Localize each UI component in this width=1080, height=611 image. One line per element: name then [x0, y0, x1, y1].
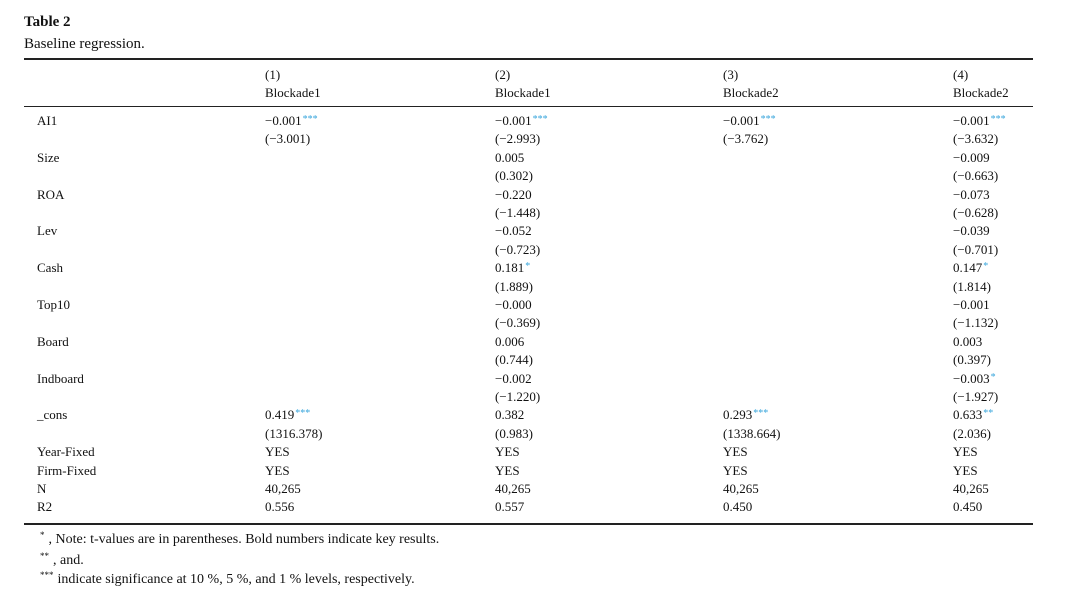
footer-value: YES [495, 444, 520, 460]
t-value: (−1.132) [953, 315, 999, 331]
coefficient-cell [953, 186, 990, 204]
column-number: (4) [953, 67, 969, 82]
t-value: (0.983) [495, 425, 533, 441]
significance-stars: * [990, 371, 996, 383]
coefficient-cell [953, 149, 990, 167]
coefficient-cell [265, 112, 318, 132]
coefficient-cell [953, 370, 996, 390]
significance-stars: * [983, 261, 989, 273]
t-value: (−0.628) [953, 205, 999, 220]
coefficient-cell [495, 222, 532, 240]
coefficient-value: −0.000 [495, 297, 532, 312]
coefficient-cell [495, 406, 524, 424]
t-value: (−0.723) [495, 241, 541, 257]
row-label: Size [37, 149, 60, 165]
footer-value: YES [265, 444, 290, 460]
significance-stars: *** [302, 114, 318, 125]
t-value: (−1.220) [495, 389, 541, 404]
t-value: (2.036) [953, 425, 991, 441]
coefficient-cell [495, 149, 524, 167]
coefficient-value: 0.181 [495, 260, 525, 276]
column-dependent-variable: Blockade1 [265, 85, 321, 101]
t-value: (−0.663) [953, 168, 999, 184]
table-header-rule [24, 106, 1033, 107]
coefficient-value: −0.001 [265, 113, 302, 128]
footer-value: YES [723, 462, 748, 478]
coefficient-cell [495, 296, 532, 314]
coefficient-cell [495, 112, 548, 132]
footer-value: 0.450 [953, 499, 983, 515]
coefficient-cell [953, 222, 990, 240]
note-mark: ** [40, 551, 49, 561]
t-value: (−3.762) [723, 131, 769, 147]
coefficient-value: −0.220 [495, 186, 532, 202]
coefficient-cell [495, 186, 532, 204]
coefficient-cell [495, 333, 524, 351]
column-dependent-variable: Blockade2 [723, 85, 779, 101]
t-value: (−3.632) [953, 131, 999, 147]
significance-stars: ** [983, 408, 994, 420]
t-value: (1.889) [495, 278, 533, 294]
note-line [40, 553, 84, 569]
note-text: , Note: t-values are in parentheses. Bold numbers indicate key results. [48, 532, 440, 547]
t-value: (1316.378) [265, 425, 323, 441]
column-number: (2) [495, 67, 511, 82]
t-value: (−0.701) [953, 241, 999, 257]
footer-value: 0.556 [265, 499, 295, 515]
footer-value: YES [265, 462, 290, 478]
note-mark: * [40, 530, 45, 540]
coefficient-value: −0.002 [495, 370, 532, 386]
coefficient-value: −0.001 [723, 113, 760, 128]
table-bottom-rule [24, 523, 1033, 525]
table-caption-subtitle: Baseline regression. [24, 36, 145, 52]
note-line [40, 572, 415, 588]
t-value: (−2.993) [495, 131, 541, 147]
row-label: Lev [37, 223, 58, 239]
row-label: Board [37, 333, 69, 349]
coefficient-value: −0.003 [953, 370, 990, 386]
coefficient-value: 0.006 [495, 333, 525, 349]
coefficient-value: −0.009 [953, 149, 990, 165]
t-value: (−3.001) [265, 131, 311, 147]
column-dependent-variable: Blockade1 [495, 85, 551, 101]
row-label: Year-Fixed [37, 444, 95, 460]
coefficient-cell [723, 406, 768, 426]
note-text: , and. [53, 553, 84, 568]
significance-stars: *** [295, 408, 311, 420]
coefficient-value: −0.052 [495, 223, 532, 239]
footer-value: YES [953, 462, 978, 478]
column-number: (1) [265, 67, 281, 82]
significance-stars: * [525, 261, 531, 273]
row-label: ROA [37, 186, 65, 202]
coefficient-value: 0.003 [953, 333, 983, 349]
note-line [40, 532, 439, 548]
coefficient-value: 0.633 [953, 407, 983, 423]
coefficient-value: 0.382 [495, 407, 525, 423]
coefficient-value: 0.147 [953, 260, 983, 276]
coefficient-cell [495, 259, 530, 279]
row-label: _cons [37, 407, 68, 423]
column-dependent-variable: Blockade2 [953, 85, 1009, 101]
coefficient-value: −0.073 [953, 186, 990, 202]
significance-stars: *** [753, 408, 769, 420]
coefficient-value: −0.001 [953, 297, 990, 312]
note-mark: *** [40, 570, 54, 580]
coefficient-cell [495, 370, 532, 388]
coefficient-cell [953, 112, 1006, 132]
footer-value: 40,265 [953, 481, 989, 496]
coefficient-value: 0.419 [265, 407, 295, 423]
coefficient-cell [723, 112, 776, 132]
table-caption-title: Table 2 [24, 14, 71, 30]
row-label: N [37, 481, 47, 496]
coefficient-cell [953, 296, 990, 314]
table-top-rule [24, 58, 1033, 60]
coefficient-cell [953, 333, 982, 351]
footer-value: 40,265 [723, 481, 759, 496]
footer-value: 40,265 [265, 481, 301, 496]
significance-stars: *** [760, 114, 776, 125]
t-value: (0.302) [495, 168, 533, 184]
footer-value: YES [953, 444, 978, 460]
coefficient-value: −0.001 [953, 113, 990, 128]
significance-stars: *** [532, 114, 548, 125]
significance-stars: *** [990, 114, 1006, 125]
t-value: (0.397) [953, 352, 991, 368]
t-value: (−0.369) [495, 315, 541, 331]
coefficient-value: 0.293 [723, 407, 753, 423]
row-label: AI1 [37, 113, 58, 128]
note-text: indicate significance at 10 %, 5 %, and 1 % levels, respectively. [57, 572, 415, 587]
t-value: (1338.664) [723, 425, 781, 441]
footer-value: 0.450 [723, 499, 753, 515]
column-number: (3) [723, 67, 739, 82]
t-value: (−1.927) [953, 389, 999, 404]
coefficient-value: −0.039 [953, 223, 990, 239]
row-label: R2 [37, 499, 53, 515]
t-value: (0.744) [495, 352, 533, 368]
coefficient-cell [953, 259, 988, 279]
footer-value: YES [723, 444, 748, 460]
row-label: Indboard [37, 370, 84, 386]
t-value: (1.814) [953, 278, 991, 294]
footer-value: 40,265 [495, 481, 531, 496]
coefficient-cell [265, 406, 310, 426]
t-value: (−1.448) [495, 205, 541, 220]
coefficient-cell [953, 406, 993, 426]
footer-value: YES [495, 462, 520, 478]
row-label: Top10 [37, 297, 71, 312]
footer-value: 0.557 [495, 499, 525, 515]
row-label: Cash [37, 260, 63, 276]
row-label: Firm-Fixed [37, 462, 97, 478]
coefficient-value: −0.001 [495, 113, 532, 128]
coefficient-value: 0.005 [495, 149, 525, 165]
